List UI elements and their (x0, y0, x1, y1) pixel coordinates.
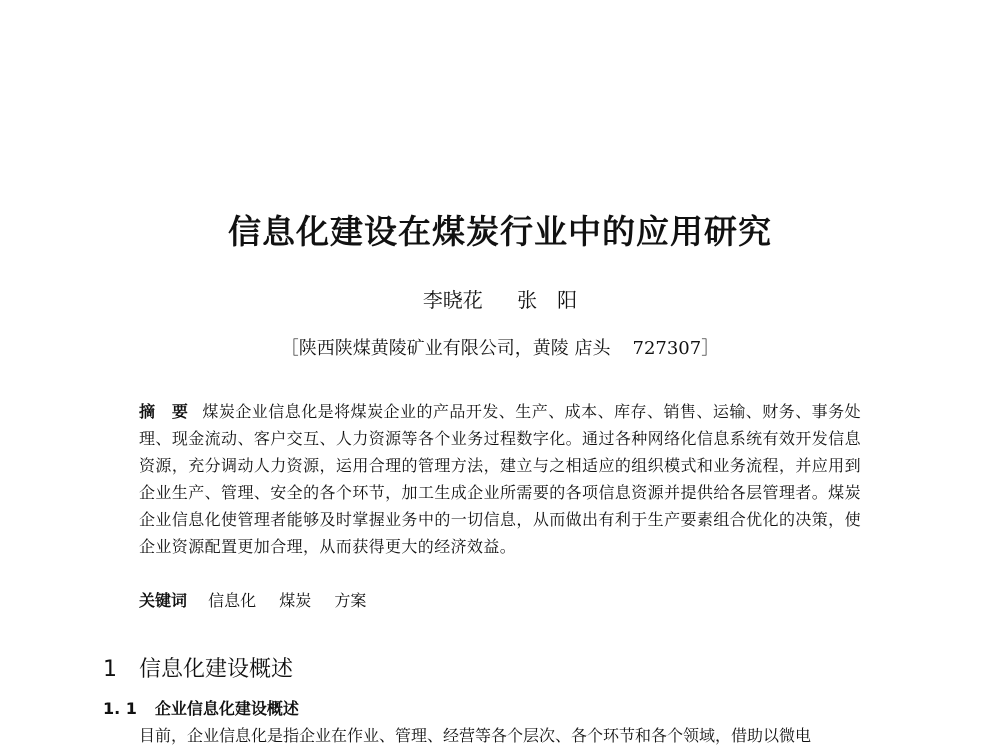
author-name: 李晓花 (422, 288, 483, 312)
author-list (0, 284, 1000, 313)
keyword: 方案 (334, 591, 367, 610)
section-heading (103, 652, 293, 683)
affiliation (0, 334, 1000, 360)
section-number: 1 (103, 657, 117, 682)
keywords (139, 588, 384, 611)
subsection-heading (103, 696, 299, 719)
abstract-label: 摘 要 (139, 402, 189, 421)
abstract-text: 煤炭企业信息化是将煤炭企业的产品开发、生产、成本、库存、销售、运输、财务、事务处理、现金流动、客户交互、人力资源等各个业务过程数字化。通过各种网络化信息系统有效开发信息资源，充分调动人力资源，运用合理的管理方法，建立与之相适应的组织模式和业务流程，并应用到企业生产、管理、安全的各个环节，加工生成企业所需要的各项信息资源并提供给各层管理者。煤炭企业信息化使管理者能够及时掌握业务中的一切信息，从而做出有利于生产要素组合优化的决策，使企业资源配置更加合理，从而获得更大的经济效益。 (139, 402, 861, 556)
affiliation-open-bracket: ［ (280, 338, 299, 359)
subsection-number: 1. 1 (103, 699, 137, 718)
paper-title: 信息化建设在煤炭行业中的应用研究 (228, 212, 772, 251)
author-name: 张 阳 (517, 288, 578, 312)
body-paragraph: 目前，企业信息化是指企业在作业、管理、经营等各个层次、各个环节和各个领域，借助以微电 (139, 726, 812, 745)
abstract (139, 398, 861, 560)
affiliation-postcode: 727307 (632, 338, 702, 359)
section-title: 信息化建设概述 (139, 657, 294, 682)
subsection-title: 企业信息化建设概述 (154, 699, 299, 718)
keyword: 信息化 (208, 591, 257, 610)
affiliation-close-bracket: ］ (701, 338, 720, 359)
affiliation-org: 陕西陕煤黄陵矿业有限公司，黄陵 店头 (298, 338, 611, 359)
keyword: 煤炭 (279, 591, 312, 610)
keywords-label: 关键词 (139, 591, 188, 610)
